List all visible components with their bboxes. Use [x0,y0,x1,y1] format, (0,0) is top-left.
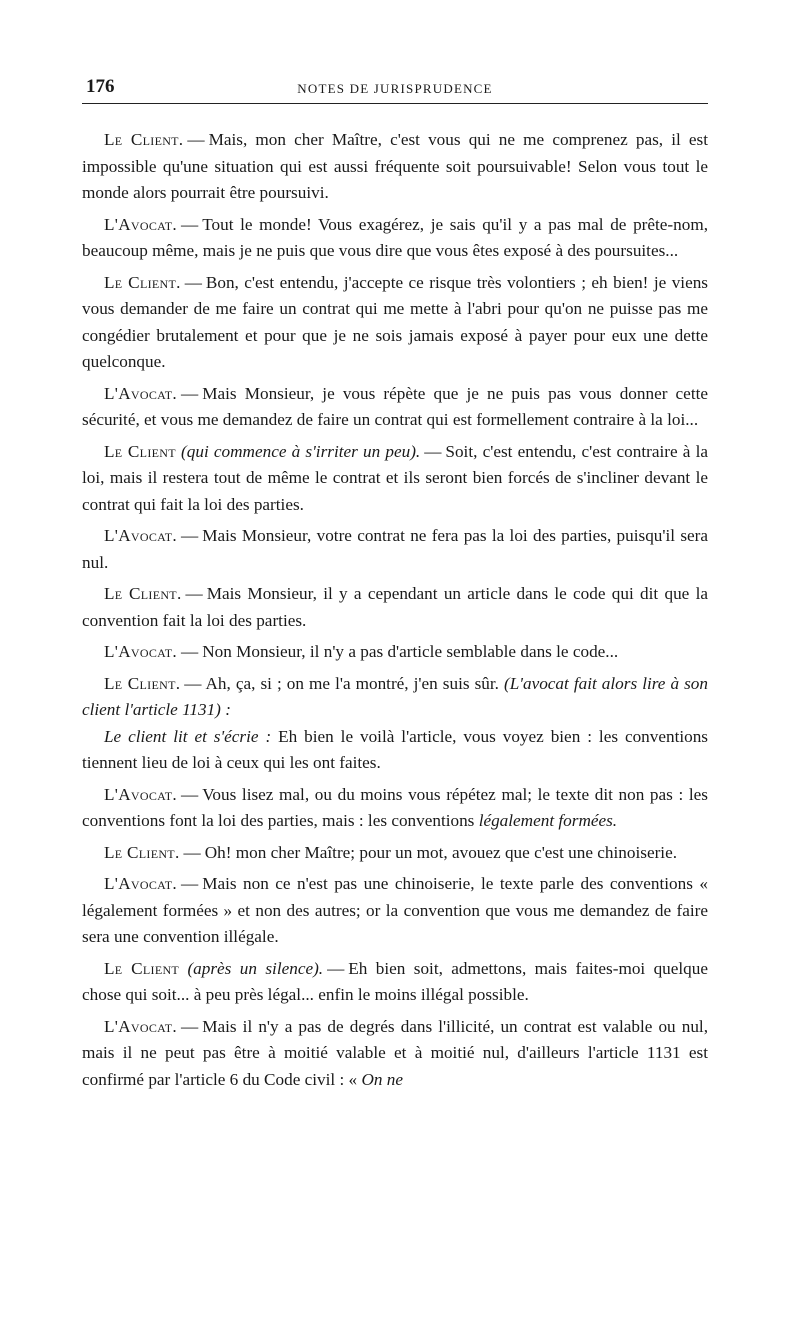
paragraph-text: Eh bien le voilà l'article, vous voyez bien : les conventions tiennent lieu de loi à ceux qui les ont faites. [82,726,708,772]
speaker-label: L'Avocat. [104,526,178,545]
paragraph-text: Mais non ce n'est pas une chinoiserie, le texte parle des conventions « légalement formées » et non des autres; or la convention que vous me demandez de faire sera une convention illégale. [82,874,708,946]
speaker-label: L'Avocat. [104,383,178,403]
dialogue-paragraph: Le Client. — Mais, mon cher Maître, c'est vous qui ne me comprenez pas, il est impossible qu'une situation qui est aussi fréquente soit poursuivable! Selon vous tout le monde alors pourrait être poursuivi. [82,130,709,202]
running-head: NOTES DE JURISPRUDENCE [297,81,493,96]
header-rule [82,103,708,104]
document-page [82,0,708,1325]
emphasis-text: On ne [361,1069,403,1089]
paragraph-text: Bon, c'est entendu, j'accepte ce risque très volontiers ; eh bien! je viens vous demander de me faire un contrat qui me mette à l'abri pour qu'on ne puisse pas me congédier brutalement et pour que je ne sois jamais exposé à payer pour eux une dette quelconque. [82,272,708,371]
paragraph-text: Soit, c'est entendu, c'est contraire à la loi, mais il restera tout de même le contrat et ils seront bien forcés de s'incliner devant le contrat qui fait la loi des parties. [82,441,708,514]
stage-direction: Le client lit et s'écrie : [104,726,272,746]
dialogue-paragraph: Le Client (qui commence à s'irriter un peu). — Soit, c'est entendu, c'est contraire à la loi, mais il restera tout de même le contrat et ils seront bien forcés de s'incliner devant le contrat qui fait la loi des parties. [82,441,708,514]
paragraph-text: Vous lisez mal, ou du moins vous répétez mal; le texte dit non pas : les conventions font la loi des parties, mais : les conventions [82,784,708,830]
emphasis-text: légalement formées. [478,811,618,830]
speaker-label: L'Avocat. [104,1016,178,1036]
paragraph-text: Ah, ça, si ; on me l'a montré, j'en suis sûr. [205,673,499,693]
dialogue-paragraph [82,724,708,777]
dialogue-paragraph: Le Client (après un silence). — Eh bien soit, admettons, mais faites-moi quelque chose qui soit... à peu près légal... enfin le moins illégal possible. [82,958,708,1004]
paragraph-text: Eh bien soit, admettons, mais faites-moi quelque chose qui soit... à peu près légal... enfin le moins illégal possible. [82,958,708,1004]
speaker-label: L'Avocat. [104,642,178,661]
dialogue-paragraph: L'Avocat. — Mais non ce n'est pas une chinoiserie, le texte parle des conventions « légalement formées » et non des autres; or la convention que vous me demandez de faire sera une convention illégale. [82,874,708,946]
dialogue-paragraph: Le Client. — Bon, c'est entendu, j'accepte ce risque très volontiers ; eh bien! je viens vous demander de me faire un contrat qui me mette à l'abri pour qu'on ne puisse pas me congédier brutalement et pour que je ne sois jamais exposé à payer pour eux une dette quelconque. [82,272,708,371]
speaker-label: Le Client [104,958,180,978]
stage-direction: (L'avocat fait alors lire à son client l'article 1131) : [82,673,708,719]
paragraph-text: Oh! mon cher Maître; pour un mot, avouez que c'est une chinoiserie. [204,842,677,862]
dialogue-paragraph: L'Avocat. — Mais Monsieur, votre contrat ne fera pas la loi des parties, puisqu'il sera nul. [82,526,708,572]
speaker-label: Le Client [104,441,176,461]
dialogue-paragraph: L'Avocat. — Mais Monsieur, je vous répète que je ne puis pas vous donner cette sécurité, et vous me demandez de faire un contrat qui est formellement contraire à la loi... [82,383,708,429]
speaker-label: Le Client. [104,673,181,693]
paragraph-text: Mais Monsieur, votre contrat ne fera pas la loi des parties, puisqu'il sera nul. [82,526,708,572]
paragraph-text: Mais il n'y a pas de degrés dans l'illicité, un contrat est valable ou nul, mais il ne peut pas être à moitié valable et à moitié nul, d'ailleurs l'article 1131 est confirmé par l'article 6 du Code civil : « [82,1016,708,1089]
stage-direction: (qui commence à s'irriter un peu). [181,441,421,461]
dialogue-paragraph: L'Avocat. — Vous lisez mal, ou du moins vous répétez mal; le texte dit non pas : les conventions font la loi des parties, mais : les conventions légalement formées. [82,784,708,830]
page-number: 176 [86,76,115,97]
dialogue-paragraph: Le Client. — Mais Monsieur, il y a cependant un article dans le code qui dit que la convention fait la loi des parties. [82,584,708,630]
speaker-label: L'Avocat. [104,874,178,893]
dialogue-paragraph: L'Avocat. — Non Monsieur, il n'y a pas d'article semblable dans le code... [104,642,619,661]
speaker-label: Le Client. [104,130,184,149]
speaker-label: L'Avocat. [104,214,178,234]
paragraph-text: Mais Monsieur, il y a cependant un article dans le code qui dit que la convention fait la loi des parties. [82,584,708,630]
dialogue-paragraph: L'Avocat. — Mais il n'y a pas de degrés dans l'illicité, un contrat est valable ou nul, mais il ne peut pas être à moitié valable et à moitié nul, d'ailleurs l'article 1131 est confirmé par l'article 6 du Code civil : « On ne [82,1016,708,1089]
paragraph-text: Tout le monde! Vous exagérez, je sais qu'il y a pas mal de prête-nom, beaucoup même, mais je ne puis que vous dire que vous êtes exposé à des poursuites... [82,214,708,260]
dialogue-body [82,127,708,1098]
speaker-label: Le Client. [104,584,182,603]
page-header [82,76,708,100]
dialogue-paragraph: L'Avocat. — Tout le monde! Vous exagérez, je sais qu'il y a pas mal de prête-nom, beaucoup même, mais je ne puis que vous dire que vous êtes exposé à des poursuites... [82,214,708,260]
paragraph-text: Non Monsieur, il n'y a pas d'article semblable dans le code... [202,642,619,661]
stage-direction: (après un silence). [187,958,324,978]
paragraph-text: Mais, mon cher Maître, c'est vous qui ne me comprenez pas, il est impossible qu'une situation qui est aussi fréquente soit poursuivable! Selon vous tout le monde alors pourrait être poursuivi. [82,130,709,202]
speaker-label: Le Client. [104,272,181,292]
dialogue-paragraph: Le Client. — Oh! mon cher Maître; pour un mot, avouez que c'est une chinoiserie. [104,842,677,862]
dialogue-paragraph: Le Client. — Ah, ça, si ; on me l'a montré, j'en suis sûr. (L'avocat fait alors lire à son client l'article 1131) : [82,673,708,719]
speaker-label: Le Client. [104,842,180,862]
paragraph-text: Mais Monsieur, je vous répète que je ne puis pas vous donner cette sécurité, et vous me demandez de faire un contrat qui est formellement contraire à la loi... [82,383,708,429]
speaker-label: L'Avocat. [104,784,178,804]
